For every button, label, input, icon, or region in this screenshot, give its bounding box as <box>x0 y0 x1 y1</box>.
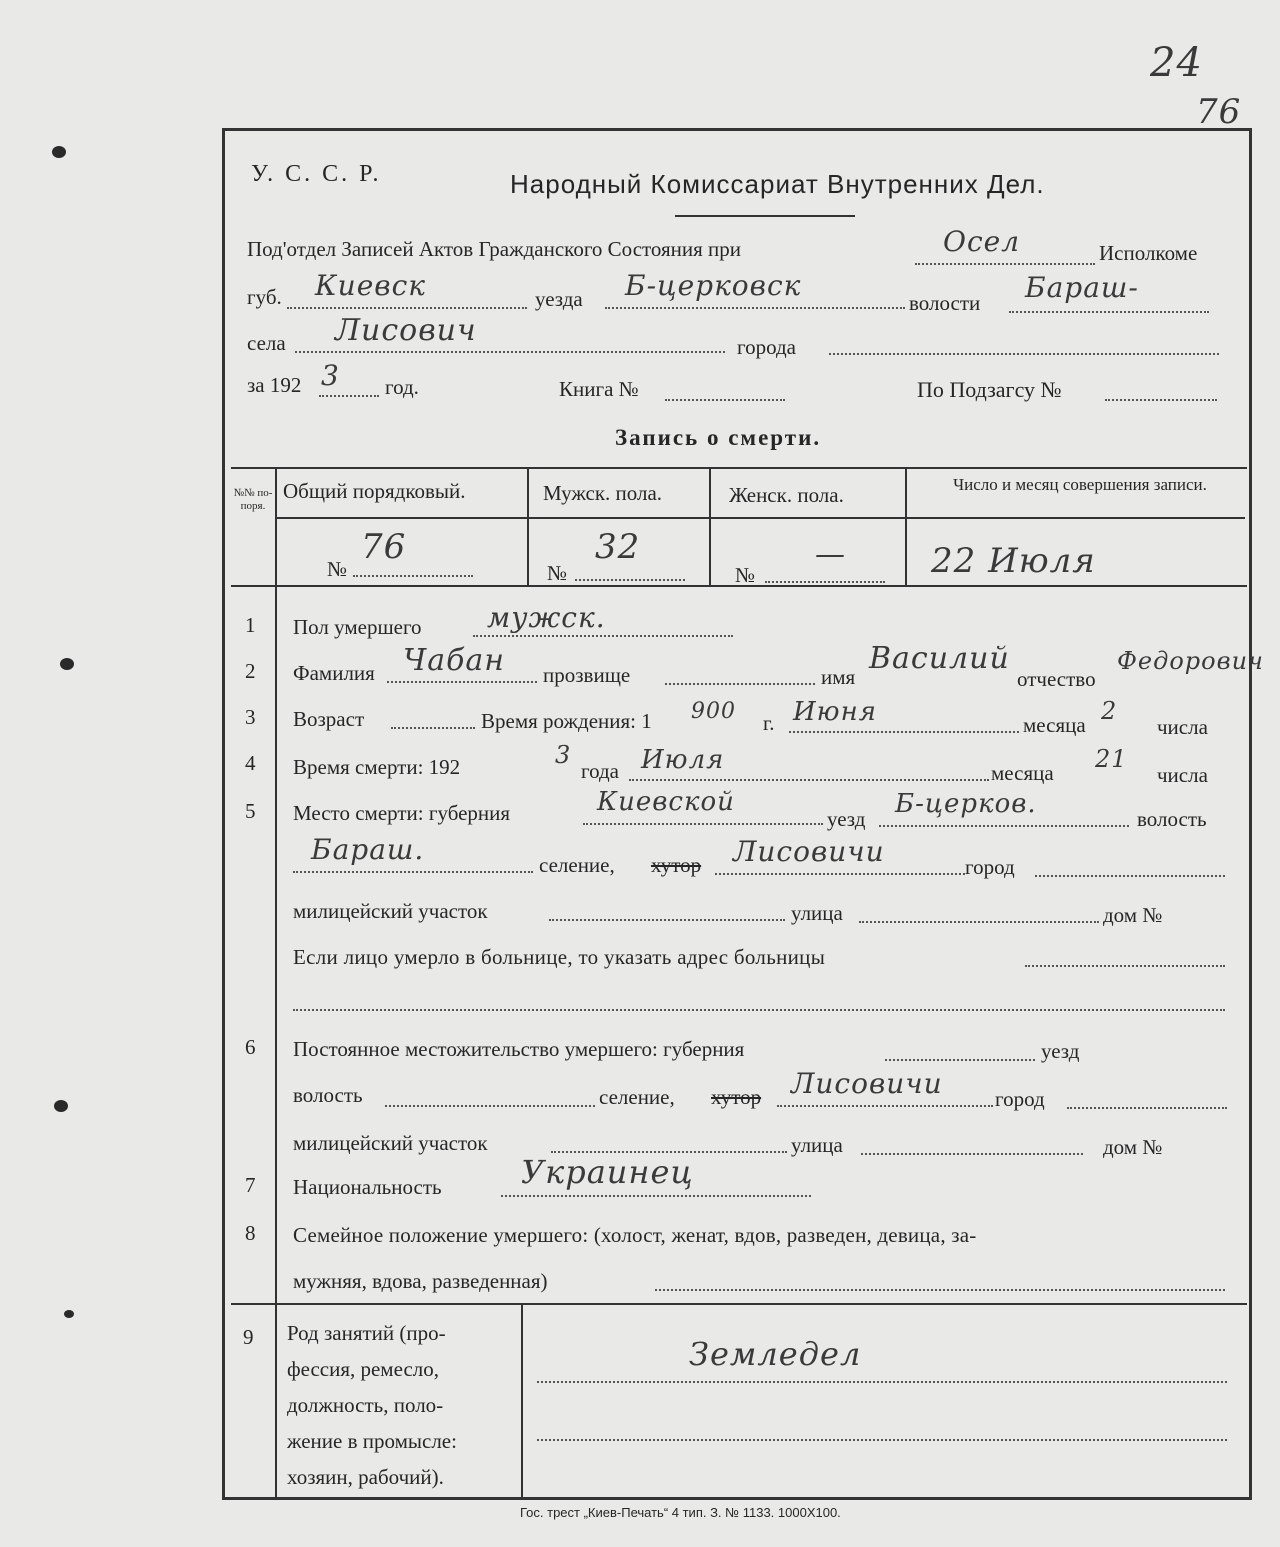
hospital-line-1 <box>1025 965 1225 967</box>
subdept-value: Осел <box>943 225 1021 258</box>
place-volost-label: волость <box>1137 807 1207 831</box>
date-value: 22 Июля <box>931 541 1096 581</box>
death-month-line <box>629 779 989 781</box>
birth-day-label: числа <box>1157 715 1208 739</box>
nation-value: Украинец <box>521 1153 694 1191</box>
surname-line <box>387 681 537 683</box>
occupation-value: Земледел <box>689 1335 862 1373</box>
col-female-header: Женск. пола. <box>729 483 844 507</box>
resid-street-line <box>861 1153 1083 1155</box>
place-label: Место смерти: губерния <box>293 801 511 825</box>
subdept-line <box>915 263 1095 265</box>
field-number-7: 7 <box>245 1173 256 1197</box>
death-god: года <box>581 759 619 783</box>
field-number-4: 4 <box>245 751 256 775</box>
resid-label: Постоянное местожительство умершего: губерния <box>293 1037 745 1061</box>
volost-label: волости <box>909 291 981 315</box>
birth-year: 900 <box>691 699 736 724</box>
place-volost: Бараш. <box>311 833 425 866</box>
place-volost-line <box>293 871 533 873</box>
occupation-top-rule <box>231 1303 1247 1305</box>
birth-g: г. <box>763 711 775 735</box>
death-year: 3 <box>555 741 572 769</box>
birth-month-line <box>789 731 1019 733</box>
table-col-rule <box>527 467 529 585</box>
place-gub: Киевской <box>597 787 735 817</box>
resid-militia-label: милицейский участок <box>293 1131 488 1155</box>
resid-volost-line <box>385 1105 595 1107</box>
printer-footer: Гос. трест „Киев-Печать“ 4 тип. З. № 1133. 1000Х100. <box>520 1505 841 1520</box>
col-male-header: Мужск. пола. <box>543 481 663 505</box>
place-selo-label: селение, <box>539 853 615 877</box>
uezd-label: уезда <box>535 287 583 311</box>
year-line <box>319 395 379 397</box>
gub-label: губ. <box>247 285 282 309</box>
table-col-rule <box>905 467 907 585</box>
nickname-line <box>665 683 815 685</box>
name-label: имя <box>821 665 856 689</box>
table-col-rule <box>275 467 277 585</box>
occupation-line-1 <box>537 1381 1227 1383</box>
place-selo-line <box>715 873 965 875</box>
field-number-1: 1 <box>245 613 256 637</box>
resid-volost-label: волость <box>293 1083 363 1107</box>
podzags-line <box>1105 399 1217 401</box>
birth-month-label: месяца <box>1023 713 1086 737</box>
resid-gub-line <box>885 1059 1035 1061</box>
female-line <box>765 581 885 583</box>
marital-line <box>655 1289 1225 1291</box>
resid-gorod-label: город <box>995 1087 1045 1111</box>
sex-label: Пол умершего <box>293 615 422 639</box>
table-header-rule <box>277 517 1245 519</box>
occupation-label-2: фессия, ремесло, <box>287 1357 439 1381</box>
death-label: Время смерти: 192 <box>293 755 461 779</box>
header-commissariat: Народный Комиссариат Внутренних Дел. <box>510 169 1045 199</box>
field-number-5: 5 <box>245 799 256 823</box>
header-underline <box>675 215 855 217</box>
occupation-label-1: Род занятий (про- <box>287 1321 446 1345</box>
selo-line <box>295 351 725 353</box>
house-label: дом № <box>1103 903 1163 927</box>
male-line <box>575 579 685 581</box>
female-no: № <box>735 563 756 587</box>
name-value: Василий <box>869 641 1010 676</box>
binder-hole <box>60 658 74 670</box>
place-uezd-label: уезд <box>827 807 866 831</box>
uezd-line <box>605 307 905 309</box>
table-col-rule <box>709 467 711 585</box>
birth-month: Июня <box>793 697 877 727</box>
general-value: 76 <box>361 527 407 567</box>
place-gorod-line <box>1035 875 1225 877</box>
age-line <box>391 727 475 729</box>
resid-gorod-line <box>1067 1107 1227 1109</box>
gorod-line <box>829 353 1219 355</box>
general-line <box>353 575 473 577</box>
gorod-label: города <box>737 335 796 359</box>
field-number-8: 8 <box>245 1221 256 1245</box>
militia-line <box>549 919 785 921</box>
selo-value: Лисович <box>335 313 477 348</box>
resid-selo-line <box>777 1105 993 1107</box>
place-gorod-label: город <box>965 855 1015 879</box>
field-number-2: 2 <box>245 659 256 683</box>
militia-label: милицейский участок <box>293 899 488 923</box>
patronymic-value: Федорович <box>1117 647 1264 675</box>
kniga-label: Книга № <box>559 377 639 401</box>
age-label: Возраст <box>293 707 365 731</box>
binder-hole <box>52 146 66 158</box>
sex-line <box>473 635 733 637</box>
death-day: 21 <box>1095 745 1128 773</box>
podzags-label: По Подзагсу № <box>917 377 1062 402</box>
resid-selo-label: селение, <box>599 1085 675 1109</box>
number-column-rule <box>275 585 277 1303</box>
resid-uezd-label: уезд <box>1041 1039 1080 1063</box>
field-number-6: 6 <box>245 1035 256 1059</box>
place-uezd-line <box>879 825 1129 827</box>
occupation-line-2 <box>537 1439 1227 1441</box>
street-line <box>859 921 1099 923</box>
uezd-value: Б-церковск <box>625 269 802 302</box>
col-nn-header: №№ по-поря. <box>233 487 273 512</box>
gub-value: Киевск <box>315 269 426 302</box>
death-month: Июля <box>641 745 725 775</box>
birth-day: 2 <box>1101 697 1118 725</box>
resid-khutor-label: хутор <box>711 1085 762 1109</box>
death-month-label: месяца <box>991 761 1054 785</box>
gub-line <box>287 307 527 309</box>
nation-line <box>501 1195 811 1197</box>
corner-mark-top: 24 <box>1150 40 1203 86</box>
year-god: год. <box>385 375 419 399</box>
nickname-label: прозвище <box>543 663 631 687</box>
marital-label-1: Семейное положение умершего: (холост, женат, вдов, разведен, девица, за- <box>293 1223 977 1247</box>
sex-value: мужск. <box>487 601 606 634</box>
kniga-line <box>665 399 785 401</box>
male-value: 32 <box>595 527 641 567</box>
hospital-label: Если лицо умерло в больнице, то указать адрес больницы <box>293 945 826 969</box>
corner-mark-bottom: 76 <box>1196 92 1242 132</box>
field-number-3: 3 <box>245 705 256 729</box>
year-label: за 192 <box>247 373 302 397</box>
binder-hole <box>64 1310 74 1318</box>
field-number-9: 9 <box>243 1325 254 1349</box>
table-top-rule <box>231 467 1247 469</box>
col-date-header: Число и месяц совершения записи. <box>953 475 1207 494</box>
resid-street-label: улица <box>791 1133 843 1157</box>
hospital-line-2 <box>293 1009 1225 1011</box>
occupation-number-rule <box>275 1303 277 1497</box>
selo-label: села <box>247 331 286 355</box>
volost-value: Бараш- <box>1025 271 1139 304</box>
record-title: Запись о смерти. <box>615 425 822 450</box>
header-ussr: У. С. С. Р. <box>251 161 382 187</box>
year-value: 3 <box>321 359 340 392</box>
volost-line <box>1009 311 1209 313</box>
place-selo: Лисовичи <box>733 835 885 868</box>
nation-label: Национальность <box>293 1175 442 1199</box>
occupation-label-3: должность, поло- <box>287 1393 444 1417</box>
place-khutor-label: хутор <box>651 853 702 877</box>
resid-house-label: дом № <box>1103 1135 1163 1159</box>
occupation-label-5: хозяин, рабочий). <box>287 1465 444 1489</box>
binder-hole <box>54 1100 68 1112</box>
occupation-col-rule <box>521 1303 523 1497</box>
subdept-suffix: Исполкоме <box>1099 241 1198 265</box>
general-no: № <box>327 557 348 581</box>
place-uezd: Б-церков. <box>895 789 1037 819</box>
birth-label: Время рождения: 1 <box>481 709 652 733</box>
surname-value: Чабан <box>403 643 506 678</box>
occupation-label-4: жение в промысле: <box>287 1429 457 1453</box>
street-label: улица <box>791 901 843 925</box>
resid-selo: Лисовичи <box>791 1067 943 1100</box>
col-general-header: Общий порядковый. <box>283 479 466 503</box>
marital-label-2: мужняя, вдова, разведенная) <box>293 1269 548 1293</box>
place-gub-line <box>583 823 823 825</box>
surname-label: Фамилия <box>293 661 375 685</box>
subdept-label: Под'отдел Записей Актов Гражданского Состояния при <box>247 237 742 261</box>
male-no: № <box>547 561 568 585</box>
death-record-form <box>222 128 1264 1500</box>
death-day-label: числа <box>1157 763 1208 787</box>
patronymic-label: отчество <box>1017 667 1096 691</box>
female-value: — <box>815 537 846 572</box>
